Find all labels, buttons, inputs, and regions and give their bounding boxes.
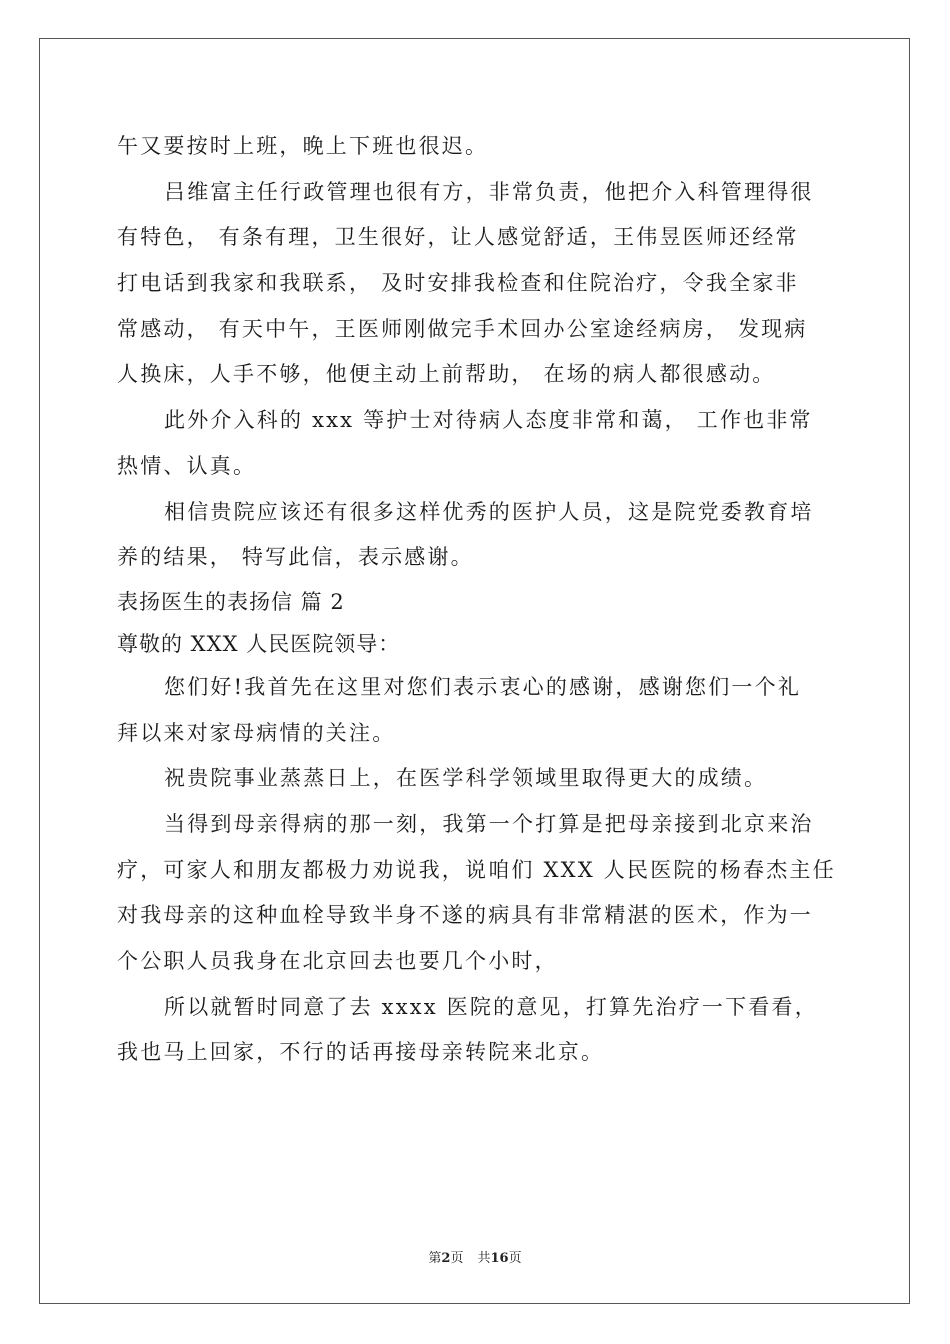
page-footer bbox=[0, 1247, 950, 1266]
text-line: 所以就暂时同意了去 xxxx 医院的意见，打算先治疗一下看看， bbox=[164, 994, 818, 1019]
text-line: 人换床，人手不够，他便主动上前帮助， 在场的病人都很感动。 bbox=[117, 362, 776, 387]
paragraph bbox=[117, 398, 833, 489]
text-line: 我也马上回家，不行的话再接母亲转院来北京。 bbox=[117, 1040, 605, 1065]
text-line: 您们好!我首先在这里对您们表示衷心的感谢，感谢您们一个礼 bbox=[164, 674, 802, 699]
text-line: 拜以来对家母病情的关注。 bbox=[117, 720, 396, 745]
paragraph bbox=[117, 124, 833, 170]
document-body bbox=[117, 124, 836, 1076]
paragraph bbox=[117, 802, 836, 985]
text-line: 养的结果， 特写此信，表示感谢。 bbox=[117, 545, 474, 570]
text-line: 有特色， 有条有理，卫生很好，让人感觉舒适，王伟昱医师还经常 bbox=[117, 225, 799, 250]
paragraph bbox=[117, 985, 833, 1076]
paragraph bbox=[117, 170, 833, 398]
text-line: 对我母亲的这种血栓导致半身不遂的病具有非常精湛的医术，作为一 bbox=[117, 903, 813, 928]
text-line: 常感动， 有天中午，王医师刚做完手术回办公室途经病房， 发现病 bbox=[117, 316, 808, 341]
total-prefix: 共 bbox=[477, 1251, 491, 1266]
text-line: 吕维富主任行政管理也很有方，非常负责，他把介入科管理得很 bbox=[164, 179, 814, 204]
paragraph bbox=[117, 490, 833, 581]
page-prefix: 第 bbox=[428, 1251, 442, 1266]
text-line: 热情、认真。 bbox=[117, 453, 257, 478]
total-unit: 页 bbox=[508, 1251, 522, 1266]
text-line: 疗，可家人和朋友都极力劝说我，说咱们 XXX 人民医院的杨春杰主任 bbox=[117, 857, 836, 882]
text-line: 当得到母亲得病的那一刻，我第一个打算是把母亲接到北京来治 bbox=[164, 811, 814, 836]
section-heading: 表扬医生的表扬信 篇 2 bbox=[117, 589, 345, 614]
text-line: 此外介入科的 xxx 等护士对待病人态度非常和蔼， 工作也非常 bbox=[164, 408, 813, 433]
text-line: 午又要按时上班，晚上下班也很迟。 bbox=[117, 134, 489, 158]
text-line: 祝贵院事业蒸蒸日上，在医学科学领域里取得更大的成绩。 bbox=[164, 766, 768, 791]
text-line: 打电话到我家和我联系， 及时安排我检查和住院治疗，令我全家非 bbox=[117, 271, 799, 296]
salutation: 尊敬的 XXX 人民医院领导： bbox=[117, 631, 401, 656]
paragraph bbox=[117, 665, 833, 756]
page-number: 2 bbox=[441, 1251, 451, 1266]
paragraph bbox=[117, 756, 833, 802]
page-unit: 页 bbox=[450, 1251, 464, 1266]
text-line: 个公职人员我身在北京回去也要几个小时， bbox=[117, 949, 558, 973]
text-line: 相信贵院应该还有很多这样优秀的医护人员，这是院党委教育培 bbox=[164, 499, 814, 524]
total-pages: 16 bbox=[490, 1251, 509, 1266]
